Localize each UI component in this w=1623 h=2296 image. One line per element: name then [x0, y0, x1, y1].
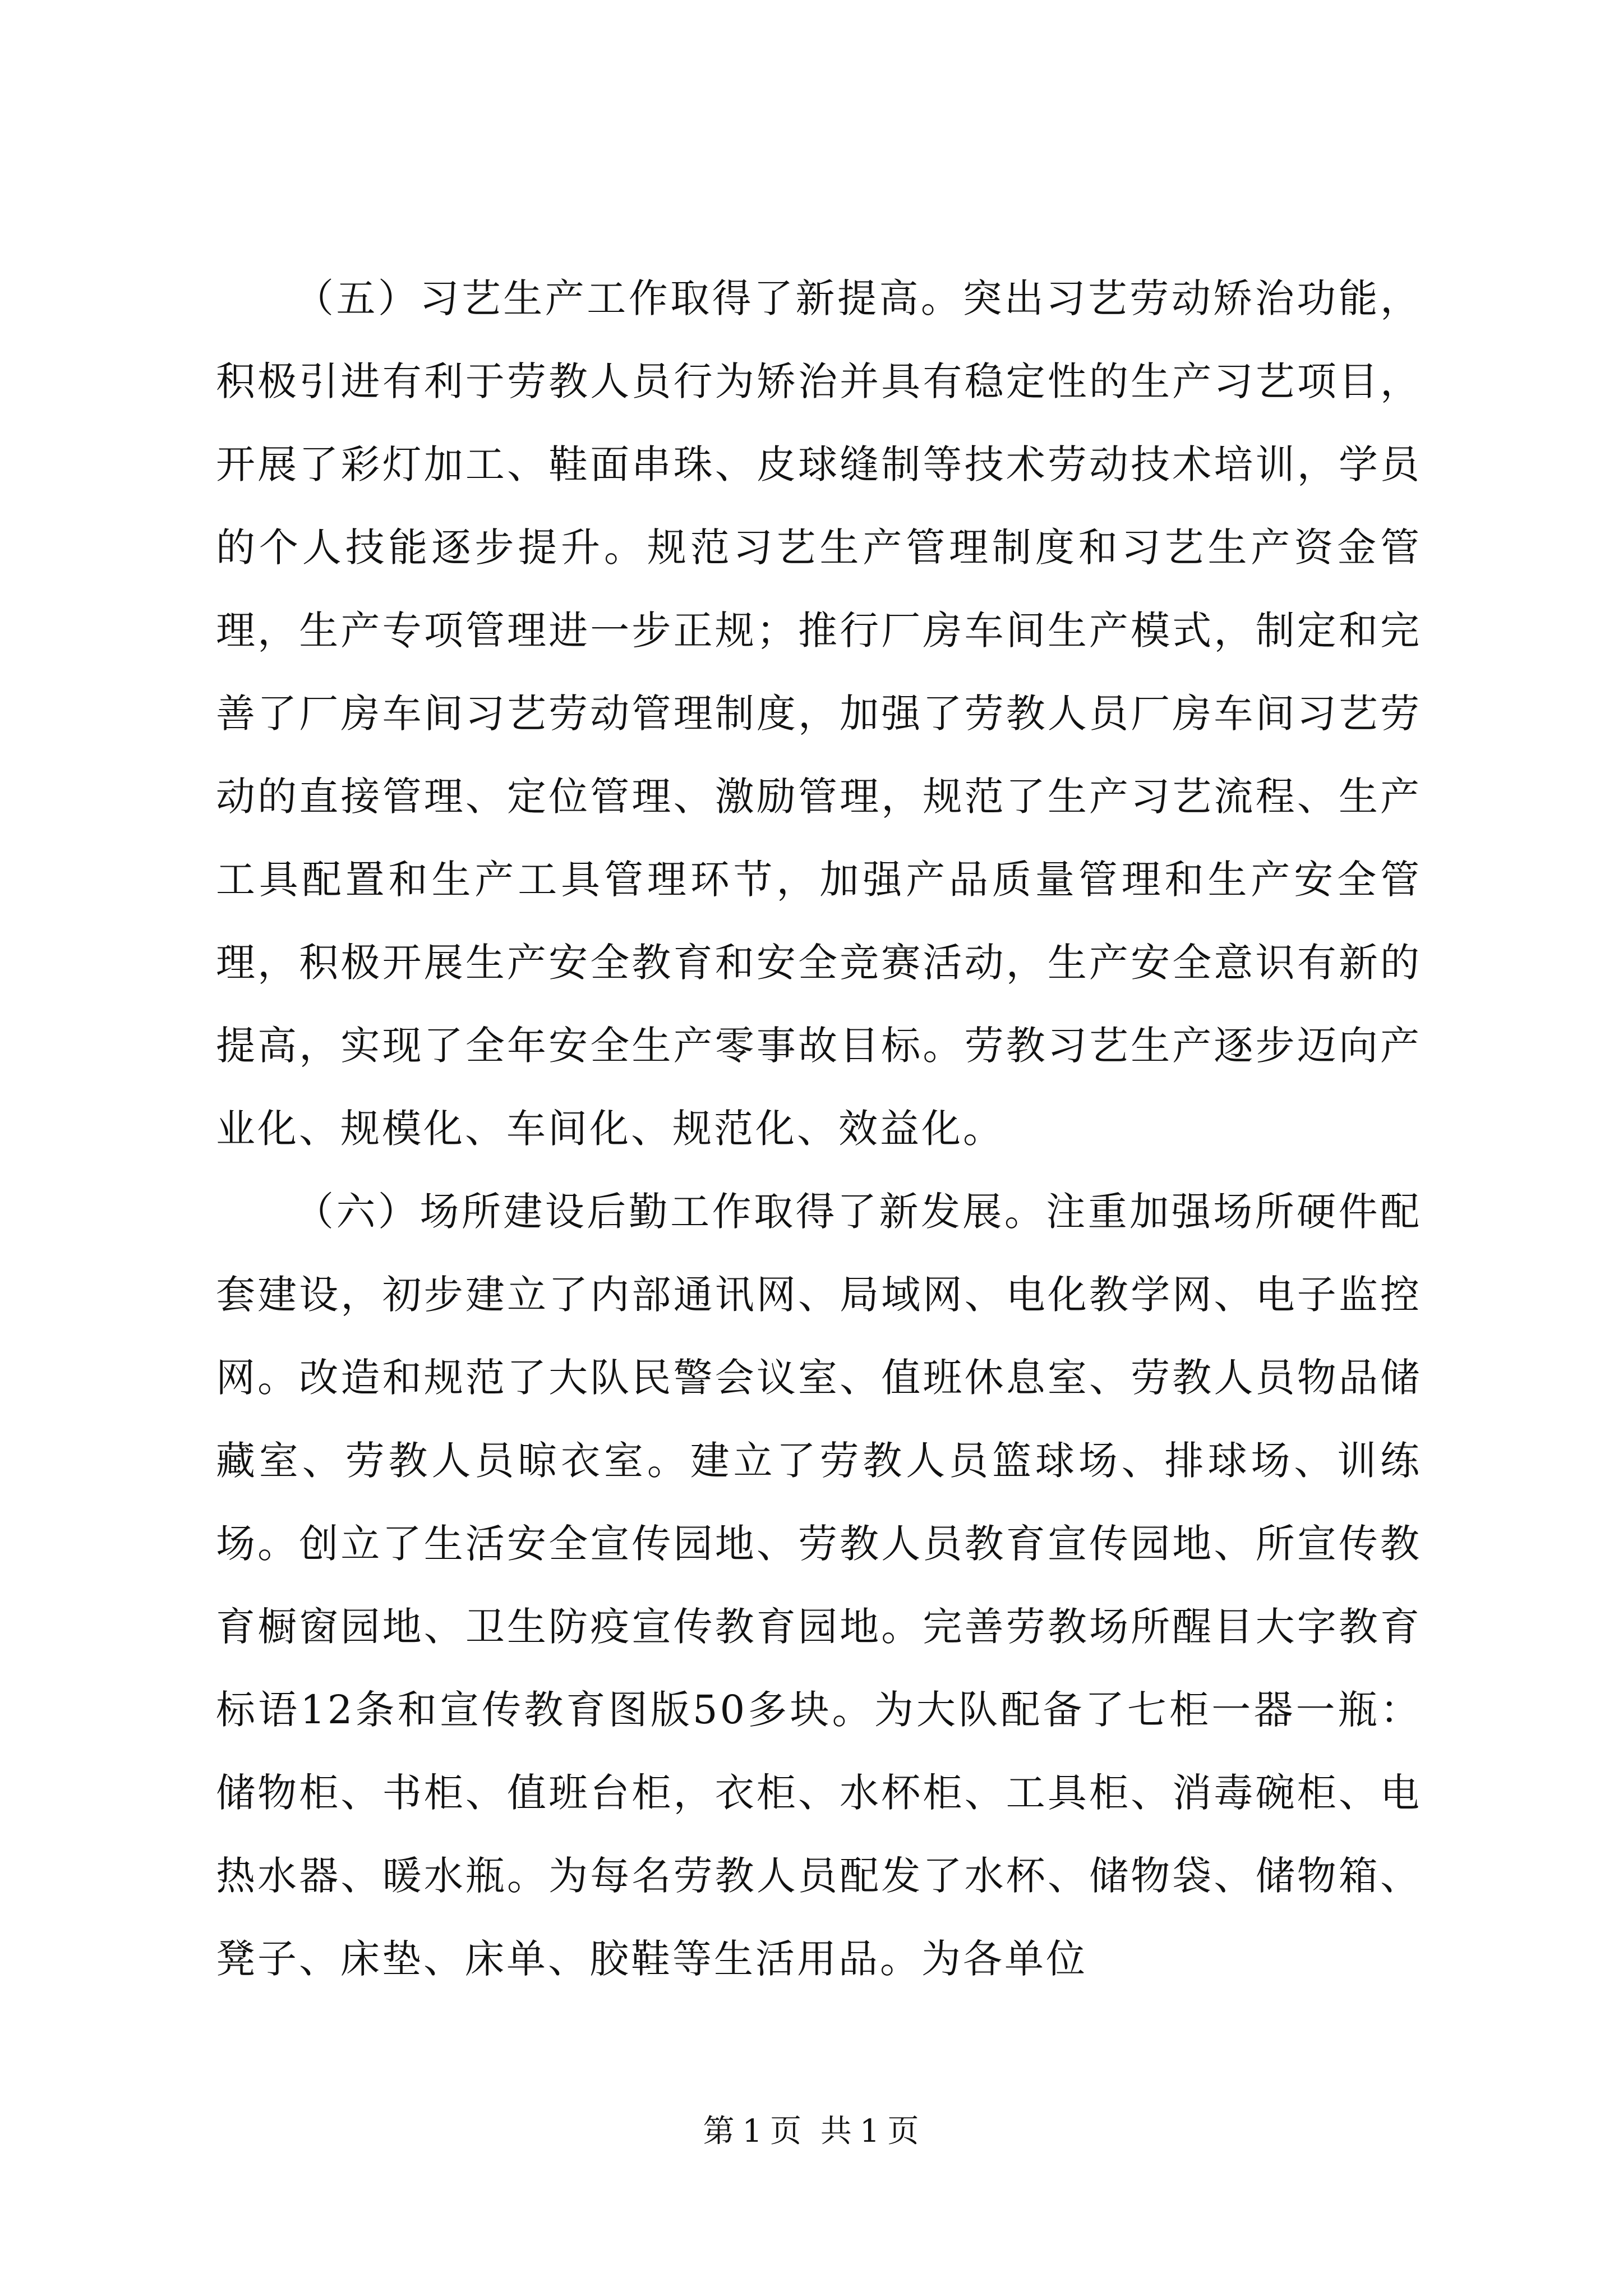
paragraph-section-five: （五）习艺生产工作取得了新提高。突出习艺劳动矫治功能，积极引进有利于劳教人员行为矫治并具有稳定性的生产习艺项目，开展了彩灯加工、鞋面串珠、皮球缝制等技术劳动技术培训，学员的个人技能逐步提升。规范习艺生产管理制度和习艺生产资金管理，生产专项管理进一步正规；推行厂房车间生产模式，制定和完善了厂房车间习艺劳动管理制度，加强了劳教人员厂房车间习艺劳动的直接管理、定位管理、激励管理，规范了生产习艺流程、生产工具配置和生产工具管理环节，加强产品质量管理和生产安全管理，积极开展生产安全教育和安全竞赛活动，生产安全意识有新的提高，实现了全年安全生产零事故目标。劳教习艺生产逐步迈向产业化、规模化、车间化、规范化、效益化。	[216, 275, 1422, 1152]
paragraph-section-six: （六）场所建设后勤工作取得了新发展。注重加强场所硬件配套建设，初步建立了内部通讯网、局域网、电化教学网、电子监控网。改造和规范了大队民警会议室、值班休息室、劳教人员物品储藏室、劳教人员晾衣室。建立了劳教人员篮球场、排球场、训练场。创立了生活安全宣传园地、劳教人员教育宣传园地、所宣传教育橱窗园地、卫生防疫宣传教育园地。完善劳教场所醒目大字教育标语12条和宣传教育图版50多块。为大队配备了七柜一器一瓶：储物柜、书柜、值班台柜，衣柜、水杯柜、工具柜、消毒碗柜、电热水器、暖水瓶。为每名劳教人员配发了水杯、储物袋、储物箱、凳子、床垫、床单、胶鞋等生活用品。为各单位	[216, 1189, 1422, 1982]
total-pages: 1	[859, 2113, 881, 2150]
page-footer	[0, 2109, 1623, 2154]
page-suffix: 页	[770, 2113, 803, 2150]
total-prefix: 共	[820, 2113, 853, 2150]
total-suffix: 页	[887, 2113, 920, 2150]
page-number: 1	[742, 2113, 764, 2150]
document-body	[216, 257, 1422, 2000]
page-prefix: 第	[703, 2113, 736, 2150]
